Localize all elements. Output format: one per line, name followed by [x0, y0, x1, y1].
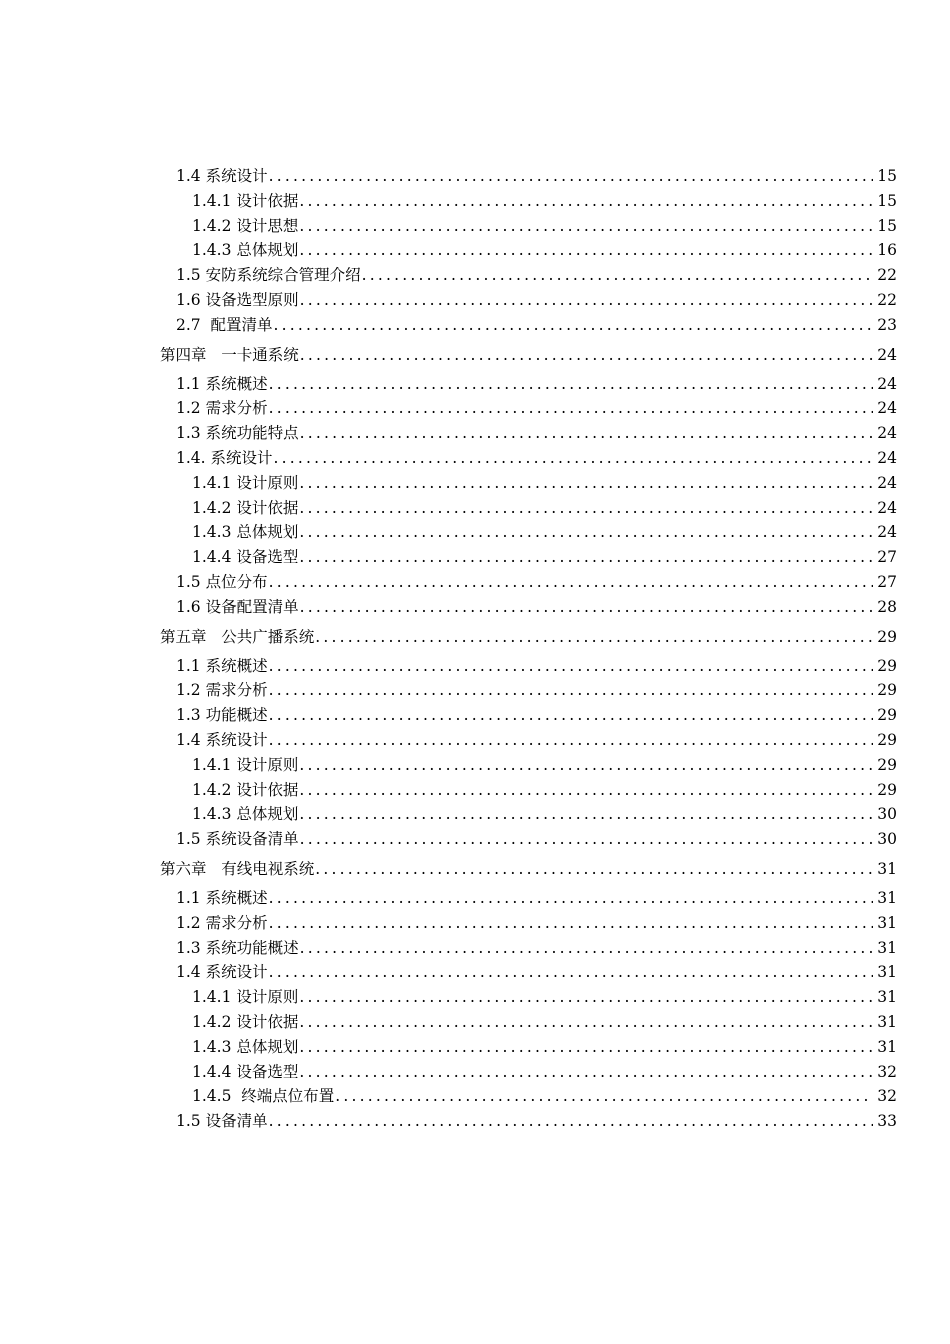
toc-dot-leader [315, 852, 873, 886]
toc-page-number: 24 [877, 448, 897, 467]
toc-entry-title: 1.4.4 设备选型 [192, 1062, 299, 1081]
toc-entry[interactable] [0, 238, 950, 263]
toc-page-number: 29 [877, 656, 897, 675]
toc-page-number: 29 [877, 730, 897, 749]
table-of-contents [0, 164, 950, 1134]
toc-dot-leader [299, 520, 873, 545]
toc-entry[interactable] [0, 654, 950, 679]
toc-dot-leader [274, 313, 873, 338]
toc-page-number: 23 [877, 315, 897, 334]
toc-entry[interactable] [0, 753, 950, 778]
toc-dot-leader [299, 1060, 873, 1085]
toc-page-number: 15 [877, 167, 897, 185]
toc-entry-title: 第六章 有线电视系统 [160, 859, 315, 878]
toc-entry-title: 1.4. 系统设计 [176, 448, 273, 467]
toc-entry[interactable] [0, 886, 950, 911]
toc-entry-title: 1.4.1 设计原则 [192, 755, 299, 774]
toc-entry-title: 1.3 系统功能概述 [176, 938, 299, 957]
toc-entry[interactable] [0, 1060, 950, 1085]
toc-entry-title: 1.4 系统设计 [176, 730, 268, 749]
toc-dot-leader [269, 728, 873, 753]
toc-page-number: 31 [877, 988, 897, 1007]
toc-entry[interactable] [0, 372, 950, 397]
toc-page-number: 31 [877, 913, 897, 932]
toc-page-number: 22 [877, 266, 897, 285]
toc-dot-leader [300, 288, 873, 313]
toc-dot-leader [299, 802, 873, 827]
toc-page-number: 24 [877, 345, 897, 364]
toc-page-number: 27 [877, 572, 897, 591]
toc-dot-leader [299, 985, 873, 1010]
toc-entry-title: 第四章 一卡通系统 [160, 345, 299, 364]
toc-page-number: 29 [877, 681, 897, 700]
toc-dot-leader [315, 620, 873, 654]
toc-entry-title: 1.1 系统概述 [176, 888, 268, 907]
toc-entry[interactable] [0, 520, 950, 545]
toc-entry-title: 1.1 系统概述 [176, 656, 268, 675]
toc-entry-title: 1.1 系统概述 [176, 374, 268, 393]
toc-entry[interactable] [0, 1084, 950, 1109]
toc-dot-leader [300, 338, 873, 372]
toc-entry-title: 1.4.5 终端点位布置 [192, 1087, 335, 1106]
toc-page-number: 28 [877, 597, 897, 616]
toc-entry[interactable] [0, 1035, 950, 1060]
toc-dot-leader [300, 827, 873, 852]
toc-dot-leader [269, 570, 873, 595]
toc-dot-leader [269, 703, 873, 728]
toc-page-number: 16 [877, 241, 897, 260]
toc-entry-title: 1.4.3 总体规划 [192, 1037, 299, 1056]
toc-entry[interactable] [0, 802, 950, 827]
toc-page-number: 29 [877, 780, 897, 799]
toc-page-number: 24 [877, 523, 897, 542]
toc-page-number: 27 [877, 548, 897, 567]
toc-entry-title: 1.4.4 设备选型 [192, 548, 299, 567]
toc-entry-title: 1.4.3 总体规划 [192, 805, 299, 824]
toc-entry[interactable] [0, 678, 950, 703]
toc-entry-title: 1.4.1 设计依据 [192, 191, 299, 210]
toc-page-number: 24 [877, 473, 897, 492]
toc-entry[interactable] [0, 496, 950, 521]
toc-entry-title: 1.3 功能概述 [176, 706, 268, 725]
toc-dot-leader [299, 545, 873, 570]
toc-page-number: 24 [877, 374, 897, 393]
toc-dot-leader [335, 1084, 873, 1109]
toc-dot-leader [274, 446, 873, 471]
toc-entry-title: 1.4.1 设计原则 [192, 988, 299, 1007]
toc-entry-title: 1.4.2 设计依据 [192, 1012, 299, 1031]
toc-entry[interactable] [0, 1010, 950, 1035]
toc-dot-leader [300, 595, 873, 620]
toc-dot-leader [299, 238, 873, 263]
toc-entry-title: 1.4.2 设计依据 [192, 498, 299, 517]
toc-entry-title: 第五章 公共广播系统 [160, 627, 315, 646]
toc-entry[interactable] [0, 960, 950, 985]
toc-page-number: 24 [877, 399, 897, 418]
toc-entry[interactable] [0, 595, 950, 620]
toc-page-number: 29 [877, 627, 897, 646]
toc-entry[interactable] [0, 421, 950, 446]
toc-entry-title: 1.6 设备配置清单 [176, 597, 299, 616]
toc-entry-title: 1.4.3 总体规划 [192, 523, 299, 542]
toc-entry-title: 1.6 设备选型原则 [176, 290, 299, 309]
toc-page-number: 24 [877, 424, 897, 443]
toc-page-number: 30 [877, 805, 897, 824]
toc-dot-leader [269, 372, 873, 397]
toc-entry-title: 1.2 需求分析 [176, 681, 268, 700]
toc-entry-title: 1.4.1 设计原则 [192, 473, 299, 492]
toc-dot-leader [300, 421, 873, 446]
toc-dot-leader [299, 1010, 873, 1035]
toc-entry[interactable] [0, 728, 950, 753]
toc-dot-leader [299, 471, 873, 496]
toc-chapter-entry[interactable] [0, 338, 950, 372]
toc-entry-title: 1.5 安防系统综合管理介绍 [176, 266, 361, 285]
toc-dot-leader [269, 960, 873, 985]
toc-entry[interactable] [0, 1109, 950, 1134]
toc-page-number: 31 [877, 938, 897, 957]
toc-entry[interactable] [0, 985, 950, 1010]
toc-entry[interactable] [0, 189, 950, 214]
toc-page-number: 15 [877, 191, 897, 210]
toc-entry[interactable] [0, 827, 950, 852]
toc-entry[interactable] [0, 288, 950, 313]
toc-dot-leader [299, 753, 873, 778]
toc-entry[interactable] [0, 778, 950, 803]
toc-page-number: 31 [877, 859, 897, 878]
toc-page-number: 24 [877, 498, 897, 517]
toc-entry[interactable] [0, 936, 950, 961]
toc-dot-leader [362, 263, 873, 288]
toc-page-number: 30 [877, 830, 897, 849]
toc-entry-title: 1.2 需求分析 [176, 913, 268, 932]
toc-dot-leader [299, 189, 873, 214]
toc-entry[interactable] [0, 263, 950, 288]
toc-dot-leader [269, 1109, 873, 1134]
toc-entry-title: 1.4.2 设计思想 [192, 216, 299, 235]
toc-page-number: 31 [877, 888, 897, 907]
toc-page-number: 22 [877, 290, 897, 309]
toc-dot-leader [269, 164, 873, 189]
toc-entry-title: 2.7 配置清单 [176, 315, 273, 334]
toc-entry[interactable] [0, 396, 950, 421]
toc-page-number: 29 [877, 706, 897, 725]
toc-entry-title: 1.4.2 设计依据 [192, 780, 299, 799]
toc-entry[interactable] [0, 703, 950, 728]
toc-page-number: 32 [877, 1062, 897, 1081]
toc-entry-title: 1.4.3 总体规划 [192, 241, 299, 260]
toc-entry[interactable] [0, 446, 950, 471]
toc-chapter-entry[interactable] [0, 852, 950, 886]
toc-entry-title: 1.5 设备清单 [176, 1112, 268, 1131]
toc-page-number: 33 [877, 1112, 897, 1131]
toc-entry-title: 1.4 系统设计 [176, 167, 268, 185]
toc-dot-leader [299, 214, 873, 239]
toc-entry[interactable] [0, 471, 950, 496]
toc-dot-leader [300, 936, 873, 961]
toc-entry[interactable] [0, 313, 950, 338]
toc-entry[interactable] [0, 545, 950, 570]
toc-entry-title: 1.5 系统设备清单 [176, 830, 299, 849]
toc-entry-title: 1.5 点位分布 [176, 572, 268, 591]
toc-page-number: 15 [877, 216, 897, 235]
toc-entry[interactable] [0, 164, 950, 189]
toc-entry[interactable] [0, 214, 950, 239]
toc-dot-leader [269, 886, 873, 911]
toc-entry[interactable] [0, 570, 950, 595]
toc-page-number: 31 [877, 963, 897, 982]
toc-dot-leader [269, 396, 873, 421]
toc-dot-leader [299, 1035, 873, 1060]
toc-dot-leader [269, 678, 873, 703]
toc-chapter-entry[interactable] [0, 620, 950, 654]
toc-page-number: 32 [877, 1087, 897, 1106]
toc-dot-leader [269, 911, 873, 936]
toc-entry-title: 1.4 系统设计 [176, 963, 268, 982]
toc-entry-title: 1.2 需求分析 [176, 399, 268, 418]
toc-entry[interactable] [0, 911, 950, 936]
toc-dot-leader [269, 654, 873, 679]
toc-dot-leader [299, 778, 873, 803]
toc-dot-leader [299, 496, 873, 521]
toc-page-number: 29 [877, 755, 897, 774]
toc-page-number: 31 [877, 1037, 897, 1056]
toc-page-number: 31 [877, 1012, 897, 1031]
toc-entry-title: 1.3 系统功能特点 [176, 424, 299, 443]
